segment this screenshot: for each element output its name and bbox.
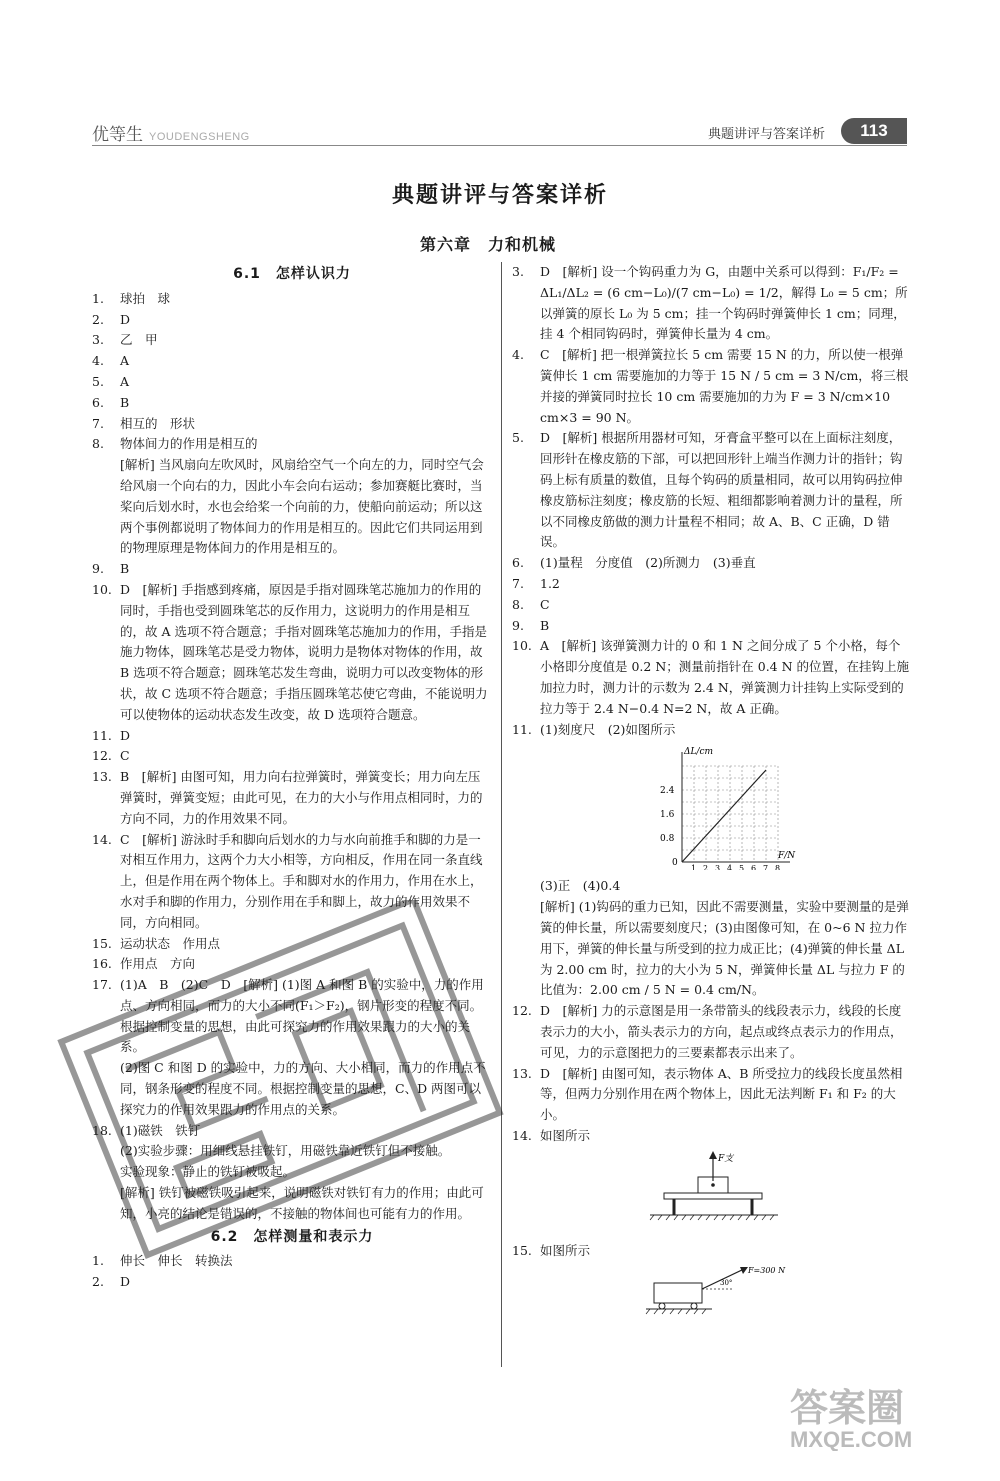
table-top — [664, 1193, 762, 1199]
item-number: 4. — [92, 353, 104, 369]
item-number: 17. — [92, 977, 112, 993]
item-number: 11. — [512, 721, 532, 737]
item-text: D [解析] 手指感到疼痛，原因是手指对圆珠笔芯施加力的作用的同时，手指也受到圆珠笔芯的反作用力，这说明力的作用是相互的，故 A 选项不符合题意；手指对圆珠笔芯施加力的作用，手指是施力物体，圆珠笔芯是受力物体，说明力是物体对物体的作用，故 B 选项不符合题意；圆珠笔芯发生弯曲，说明力可以改变物体的形状，故 C 选项不符合题意；手指压圆珠笔芯使它弯曲，不能说明力可以使物体的运动状态发生改变，故 D 选项符合题意。 — [120, 581, 488, 722]
item-text: C — [120, 748, 130, 764]
y-tick-label: 1.6 — [660, 810, 675, 821]
item-number: 7. — [512, 575, 524, 591]
list-item — [92, 310, 492, 331]
analysis-11: [解析] (1)钩码的重力已知，因此不需要测量，实验中要测量的是弹簧的伸长量，所以需要刻度尺；(3)由图像可知，在 0~6 N 拉力作用下，弹簧的伸长量与所受到的拉力成正比；(4)弹簧的伸长量 ΔL 为 2.00 cm 时，拉力的大小为 5 N，弹簧伸长量 ΔL 与拉力 F 的比值为：2.00 cm / 5 N = 0.4 cm/N。 — [540, 899, 909, 998]
item-text: 乙 甲 — [120, 332, 158, 348]
item-number: 18. — [92, 1122, 112, 1138]
item-number: 6. — [512, 555, 524, 571]
spring-extension-graph — [512, 744, 912, 870]
item-text: C [解析] 游泳时手和脚向后划水的力与水向前推手和脚的力是一对相互作用力，这两个力大小相等，方向相反，作用在同一条直线上，但是作用在两个物体上。手和脚对水的作用力，作用在水上，水对手和脚的作用力，分别作用在手和脚上，故力的作用效果不同，方向相同。 — [120, 831, 483, 930]
item-number: 12. — [512, 1003, 532, 1019]
item-number: 8. — [92, 436, 104, 452]
y-tick-label: 2.4 — [660, 786, 675, 797]
item-text: B — [120, 561, 130, 577]
section-title-6-1: 6.1 怎样认识力 — [233, 266, 351, 282]
block-on-table-figure — [512, 1151, 912, 1223]
item-text: 1.2 — [540, 575, 560, 591]
item-number: 14. — [512, 1127, 532, 1143]
list-item — [92, 1121, 492, 1183]
item-number: 8. — [512, 596, 524, 612]
item-text: D [解析] 根据所用器材可知，牙膏盒平整可以在上面标注刻度，回形针在橡皮筋的下部，可以把回形针上端当作测力计的指针；钩码上标有质量的数值，且每个钩码的质量相同，故可以用钩码拉伸橡皮筋标注刻度；橡皮筋的长短、粗细都影响着测力计的量程，所以不同橡皮筋做的测力计量程不相同；故 A、B、C 正确，D 错误。 — [540, 430, 903, 550]
page-header — [92, 120, 907, 146]
item-number: 13. — [92, 769, 112, 785]
item-text: (1)A B (2)C D [解析] (1)图 A 和图 B 的实验中，力的作用点、方向相同，而力的大小不同(F₁＞F₂)，钢片形变的程度不同。根据控制变量的思想，由此可探究力的作用效果跟力的大小的关系。 (2)图 C 和图 D 的实验中，力的方向、大小相同，而力的作用点不同，钢条形变的程度不同。根据控制变量的思想，C、D 两图可以探究力的作用效果跟力的作用点的关系。 — [120, 977, 486, 1117]
list-item — [92, 351, 492, 372]
list-item — [512, 616, 912, 637]
item-text: B — [120, 394, 130, 410]
item-number: 3. — [512, 264, 524, 279]
item-number: 1. — [92, 1253, 104, 1269]
list-item — [512, 553, 912, 574]
graph-grid — [682, 766, 778, 862]
item-text: A [解析] 该弹簧测力计的 0 和 1 N 之间分成了 5 个小格，每个小格即分度值是 0.2 N；测量前指针在 0.4 N 的位置，在挂钩上施加拉力时，测力计的示数为 2.4 N，弹簧测力计挂钩上实际受到的拉力等于 2.4 N−0.4 N=2 N，故 A 正确。 — [540, 638, 910, 716]
x-tick-label: 2 — [703, 864, 709, 871]
item-text: (3)正 (4)0.4 — [540, 878, 621, 894]
brand-logo — [92, 120, 250, 145]
list-item — [512, 345, 912, 428]
item-number: 5. — [92, 373, 104, 389]
list-item — [92, 414, 492, 435]
support-force-label: F支 — [718, 1153, 734, 1164]
analysis-18: [解析] 铁钉被磁铁吸引起来，说明磁铁对铁钉有力的作用；由此可知，小亮的结论是错误的，不接触的物体间也可能有力的作用。 — [120, 1185, 484, 1221]
logo-text: 答案圈 — [790, 1386, 905, 1430]
list-item — [512, 636, 912, 719]
item-number: 11. — [92, 727, 112, 743]
item-text: D [解析] 力的示意图是用一条带箭头的线段表示力，线段的长度表示力的大小，箭头表示力的方向，起点或终点表示力的作用点，可见，力的示意图把力的三要素都表示出来了。 — [540, 1003, 903, 1060]
item-number: 4. — [512, 347, 524, 363]
item-number: 16. — [92, 956, 112, 972]
item-number: 7. — [92, 415, 104, 431]
item-number: 15. — [512, 1242, 532, 1258]
list-item — [92, 726, 492, 747]
x-tick-label: 3 — [715, 864, 721, 871]
list-item — [92, 975, 492, 1121]
cart-body — [654, 1283, 702, 1303]
item-text: (1)量程 分度值 (2)所测力 (3)垂直 — [540, 555, 756, 571]
list-item — [512, 1001, 912, 1063]
cart-wheel — [691, 1303, 697, 1309]
y-tick-label: 0 — [672, 858, 678, 869]
page-title: 典题讲评与答案详析 — [391, 183, 608, 208]
list-item — [92, 746, 492, 767]
x-tick-label: 5 — [739, 864, 745, 871]
section-title-6-2: 6.2 怎样测量和表示力 — [210, 1228, 374, 1245]
x-tick-label: 6 — [751, 864, 757, 871]
item-number: 6. — [92, 394, 104, 410]
item-text: 作用点 方向 — [120, 956, 196, 972]
y-axis-label: ΔL/cm — [684, 747, 714, 758]
x-tick-label: 4 — [727, 864, 733, 871]
list-item — [92, 580, 492, 726]
angle-label: 30° — [720, 1279, 733, 1288]
list-item — [92, 372, 492, 393]
x-tick-label: 8 — [775, 864, 781, 871]
item-number: 13. — [512, 1065, 532, 1081]
x-axis-label: F/N — [778, 851, 796, 862]
x-tick-label: 1 — [691, 864, 697, 871]
item-text: B [解析] 由图可知，用力向右拉弹簧时，弹簧变长；用力向左压弹簧时，弹簧变短；由此可见，在力的大小与作用点相同时，力的方向不同，力的作用效果不同。 — [120, 769, 483, 826]
list-item — [92, 934, 492, 955]
list-item — [512, 720, 912, 741]
list-item — [92, 330, 492, 351]
pull-force-label: F=300 N — [748, 1266, 786, 1276]
item-number: 2. — [92, 1274, 104, 1290]
arrow-head-icon — [709, 1151, 717, 1159]
column-divider — [501, 262, 502, 1367]
list-item — [512, 574, 912, 595]
ground-hatching — [646, 1309, 706, 1314]
item-text: D — [120, 311, 131, 327]
list-item — [92, 954, 492, 975]
item-number: 12. — [92, 748, 112, 764]
list-item — [92, 1251, 492, 1272]
cart-wheel — [659, 1303, 665, 1309]
item-number: 14. — [92, 831, 112, 847]
item-text: 球拍 球 — [120, 290, 171, 306]
right-column — [512, 262, 912, 1323]
item-number: 2. — [92, 311, 104, 327]
chapter-title: 第六章 力和机械 — [419, 235, 556, 254]
list-item — [512, 876, 912, 897]
header-title: 典题讲评与答案详析 — [707, 127, 825, 142]
item-text: C [解析] 把一根弹簧拉长 5 cm 需要 15 N 的力，所以使一根弹簧伸长 1 cm 需要施加的力等于 15 N / 5 cm = 3 N/cm，将三根并接的弹簧同时拉长 10 cm 需要施加的力为 F = 3 N/cm×10 cm×3 = 90 N。 — [540, 347, 909, 425]
brand-pinyin: YOUDENGSHENG — [149, 131, 250, 143]
list-item — [92, 434, 492, 455]
item-number: 1. — [92, 290, 104, 306]
list-item — [512, 1126, 912, 1147]
item-text: B — [540, 617, 550, 633]
cart-pull-figure — [512, 1265, 912, 1317]
item-number: 9. — [512, 617, 524, 633]
item-number: 5. — [512, 430, 524, 446]
item-text: 相互的 形状 — [120, 415, 196, 431]
force-point — [711, 1183, 715, 1187]
item-text: C — [540, 596, 550, 612]
list-item — [512, 1064, 912, 1126]
analysis-8: [解析] 当风扇向左吹风时，风扇给空气一个向左的力，同时空气会给风扇一个向右的力，因此小车会向右运动；参加赛艇比赛时，当桨向后划水时，水也会给桨一个向前的力，使船向前运动；所以这两个事例都说明了物体间力的作用是相互的。因此它们共同运用到的物理原理是物体间力的作用是相互的。 — [120, 457, 484, 556]
brand-name: 优等生 — [92, 125, 143, 145]
item-number: 9. — [92, 561, 104, 577]
list-item — [512, 428, 912, 553]
ground-hatching — [650, 1215, 774, 1220]
best-fit-line — [682, 770, 766, 862]
item-text: (1)磁铁 铁钉 (2)实验步骤：用细线悬挂铁钉，用磁铁靠近铁钉但不接触。 实验现象：静止的铁钉被吸起。 — [120, 1122, 451, 1180]
item-text: D — [120, 1274, 131, 1290]
list-item — [512, 262, 912, 345]
item-text: A — [120, 353, 130, 369]
item-text: D [解析] 设一个钩码重力为 G，由题中关系可以得到：F₁/F₂ = ΔL₁/ΔL₂ = (6 cm−L₀)/(7 cm−L₀) = 1/2，解得 L₀ = 5 cm；所以弹簧的原长 L₀ 为 5 cm；挂一个钩码时弹簧伸长 1 cm；同理，挂 4 个相同钩码时，弹簧伸长量为 4 cm。 — [540, 264, 908, 342]
item-text: 运动状态 作用点 — [120, 935, 221, 951]
list-item — [92, 289, 492, 310]
item-text: D — [120, 727, 131, 743]
item-text: 如图所示 — [540, 1127, 591, 1143]
item-text: 如图所示 — [540, 1242, 591, 1258]
item-text: (1)刻度尺 (2)如图所示 — [540, 721, 676, 737]
logo-url: MXQE.COM — [790, 1427, 913, 1451]
item-text: 物体间力的作用是相互的 — [120, 436, 258, 452]
item-text: D [解析] 由图可知，表示物体 A、B 所受拉力的线段长度虽然相等，但两力分别作用在两个物体上，因此无法判断 F₁ 和 F₂ 的大小。 — [540, 1065, 903, 1123]
list-item — [512, 1241, 912, 1262]
item-text: 伸长 伸长 转换法 — [120, 1253, 233, 1269]
list-item — [512, 595, 912, 616]
y-tick-label: 0.8 — [660, 834, 675, 845]
left-column — [92, 262, 492, 1293]
item-number: 15. — [92, 935, 112, 951]
site-logo-watermark — [750, 1385, 950, 1451]
item-number: 10. — [512, 638, 532, 654]
list-item — [92, 830, 492, 934]
item-text: A — [120, 373, 130, 389]
x-tick-label: 7 — [763, 864, 769, 871]
item-number: 10. — [92, 581, 112, 597]
list-item — [92, 767, 492, 829]
list-item — [92, 559, 492, 580]
page-number-badge: 113 — [841, 118, 907, 144]
item-number: 3. — [92, 332, 104, 348]
list-item — [92, 393, 492, 414]
list-item — [92, 1272, 492, 1293]
